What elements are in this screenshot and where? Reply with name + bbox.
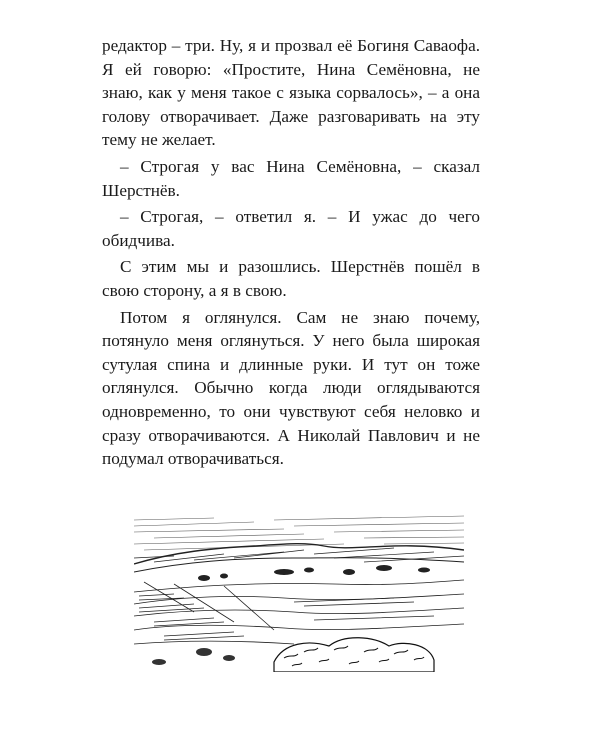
paragraph-4: С этим мы и разошлись. Шерстнёв пошёл в свою сторону, а я в свою. xyxy=(102,257,480,300)
paragraph-2: – Строгая у вас Нина Семёновна, – сказал Шерстнёв. xyxy=(102,156,480,200)
text-body xyxy=(102,34,480,474)
fields xyxy=(134,580,464,644)
paragraph-5: Потом я оглянулся. Сам не знаю почему, потянуло меня оглянуться. У него была широкая сутулая спина и длинные руки. И тут он тоже оглянулся. Обычно когда люди оглядываются одновременно, то они чувствуют себя неловко и сразу отворачиваются. А Николай Павлович и не подумал отворачиваться. xyxy=(102,307,480,469)
paragraph-1: редактор – три. Ну, я и прозвал её Богиня Саваофа. Я ей говорю: «Простите, Нина Семёновна, не знаю, как у меня такое с языка сорвалось», – а она голову отворачивает. Даже разговаривать на эту тему не желает. xyxy=(102,36,480,150)
hills xyxy=(134,544,464,572)
paragraph-3: – Строгая, – ответил я. – И ужас до чего обидчива. xyxy=(102,207,480,250)
tree-line xyxy=(198,565,430,581)
sky-hatching xyxy=(134,516,464,550)
landscape-illustration xyxy=(134,512,464,672)
bushes xyxy=(152,638,434,672)
